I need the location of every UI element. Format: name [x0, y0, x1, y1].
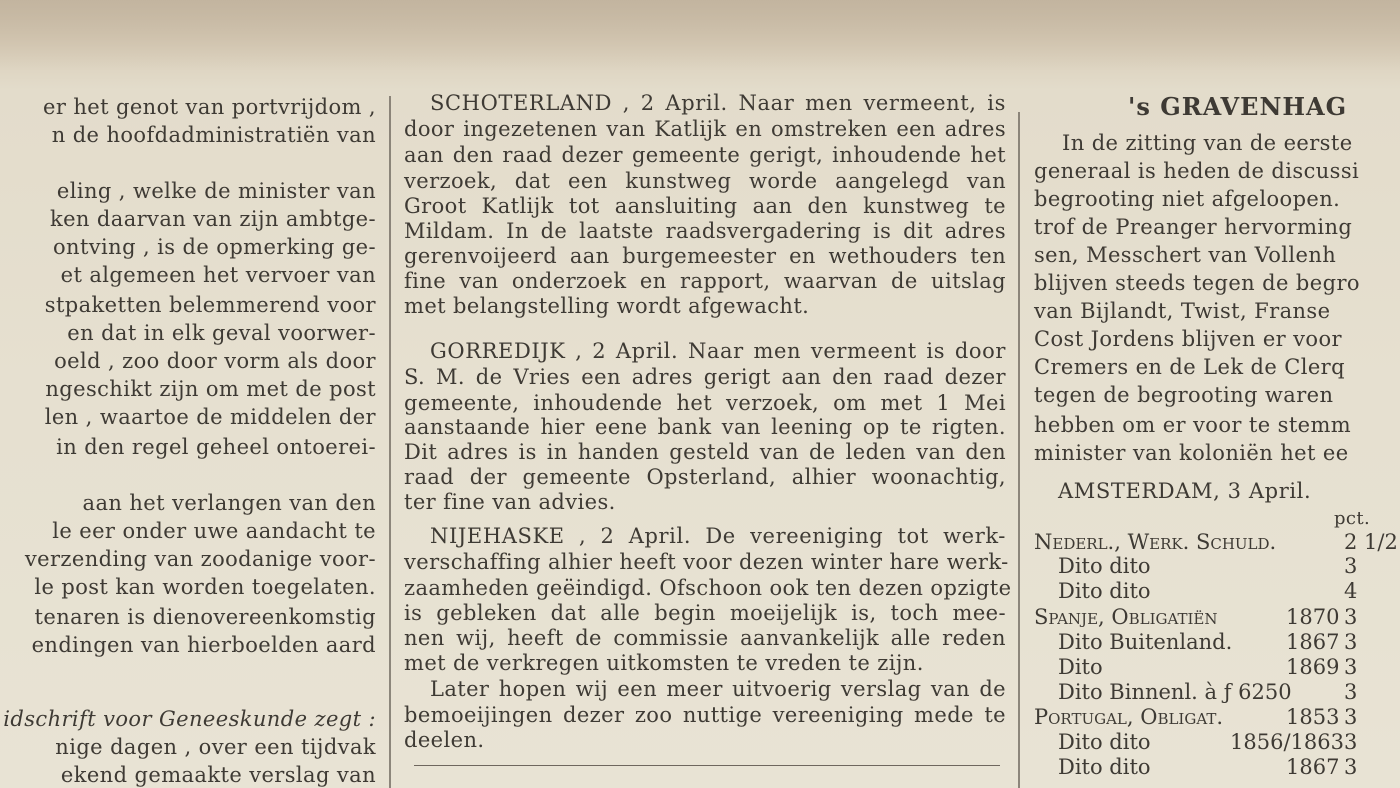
left-line: idschrift voor Geneeskunde zegt : — [3, 707, 376, 731]
bond-year: 1869 — [1286, 655, 1340, 679]
column-rule — [1018, 112, 1020, 788]
bond-name: Dito dito — [1058, 755, 1151, 779]
bond-pct: 3 — [1344, 630, 1358, 654]
section-heading: 's GRAVENHAG — [1128, 92, 1348, 121]
left-line: nige dagen , over een tijdvak — [55, 735, 376, 759]
left-line: endingen van hierboelden aard — [31, 633, 376, 657]
right-line: hebben om er voor te stemm — [1034, 413, 1352, 437]
article-line: verschaffing alhier heeft voor dezen winter hare werk- — [404, 550, 1009, 574]
bond-name: Dito — [1058, 655, 1103, 679]
right-line: van Bijlandt, Twist, Franse — [1034, 299, 1331, 323]
bond-pct: 2 1/2 — [1344, 530, 1398, 554]
article-line: NIJEHASKE , 2 April. De vereeniging tot werk- — [430, 524, 1006, 548]
article-line: fine van onderzoek en rapport, waarvan de uitslag — [404, 269, 1006, 293]
bond-name: Dito Buitenland. — [1058, 630, 1233, 654]
right-line: minister van koloniën het ee — [1034, 441, 1349, 465]
article-line: door ingezetenen van Katlijk en omstreken een adres — [404, 117, 1006, 141]
left-line: ekend gemaakte verslag van — [60, 763, 376, 787]
bond-year: 1856/1863 — [1230, 730, 1344, 754]
bond-year: 1867 — [1286, 630, 1340, 654]
article-line: met de verkregen uitkomsten te vreden te zijn. — [404, 651, 924, 675]
left-line: le eer onder uwe aandacht te — [52, 519, 376, 543]
left-line: eling , welke de minister van — [56, 179, 376, 203]
left-line: len , waartoe de middelen der — [44, 405, 376, 429]
bond-name: Dito Binnenl. à ƒ 6250 — [1058, 680, 1292, 704]
bond-year: 1870 — [1286, 605, 1340, 629]
right-line: blijven steeds tegen de begro — [1034, 271, 1360, 295]
article-line: aanstaande hier eene bank van leening op te rigten. — [404, 415, 1006, 439]
left-line: er het genot van portvrijdom , — [43, 95, 376, 119]
left-line: oeld , zoo door vorm als door — [54, 349, 376, 373]
article-line: bemoeijingen dezer zoo nuttige vereeniging mede te — [404, 703, 1006, 727]
pct-label: pct. — [1334, 508, 1371, 529]
right-line: Cost Jordens blijven er voor — [1034, 327, 1342, 351]
right-line: generaal is heden de discussi — [1034, 159, 1360, 183]
bond-pct: 3 — [1344, 655, 1358, 679]
article-line: nen wij, heeft de commissie aanvankelijk alle reden — [404, 626, 1006, 650]
bond-name: Dito dito — [1058, 554, 1151, 578]
article-line: ter fine van advies. — [404, 490, 616, 514]
article-line: deelen. — [404, 728, 485, 752]
article-line: Dit adres is in handen gesteld van de leden van den — [404, 440, 1006, 464]
market-heading: AMSTERDAM, 3 April. — [1058, 479, 1312, 503]
bond-name: Nederl., Werk. Schuld. — [1034, 530, 1277, 554]
left-line: ngeschikt zijn om met de post — [45, 377, 376, 401]
left-line: le post kan worden toegelaten. — [34, 575, 376, 599]
article-line: raad der gemeente Opsterland, alhier woonachtig, — [404, 465, 1006, 489]
article-separator — [414, 765, 1000, 766]
left-line: n de hoofdadministratiën van — [51, 123, 376, 147]
bond-pct: 3 — [1344, 605, 1358, 629]
bond-pct: 3 — [1344, 680, 1358, 704]
article-line: is gebleken dat alle begin moeijelijk is, toch mee- — [404, 601, 1006, 625]
bond-pct: 3 — [1344, 755, 1358, 779]
left-line: verzending van zoodanige voor- — [24, 547, 376, 571]
bond-name: Dito dito — [1058, 730, 1151, 754]
bond-pct: 3 — [1344, 705, 1358, 729]
article-line: aan den raad dezer gemeente gerigt, inhoudende het — [404, 143, 1006, 167]
article-line: gemeente, inhoudende het verzoek, om met 1 Mei — [404, 391, 1006, 415]
right-column — [1024, 0, 1400, 788]
bond-name: Dito dito — [1058, 579, 1151, 603]
left-line: aan het verlangen van den — [82, 491, 376, 515]
column-rule — [389, 96, 391, 788]
left-line: stpaketten belemmerend voor — [44, 293, 376, 317]
left-line: in den regel geheel ontoerei- — [56, 435, 376, 459]
left-line: et algemeen het vervoer van — [60, 263, 376, 287]
article-line: GORREDIJK , 2 April. Naar men vermeent is door — [430, 339, 1006, 363]
article-line: gerenvoijeerd aan burgemeester en wethouders ten — [404, 244, 1006, 268]
article-line: Later hopen wij een meer uitvoerig verslag van de — [430, 677, 1006, 701]
article-line: verzoek, dat een kunstweg worde aangelegd van — [404, 169, 1006, 193]
right-line: trof de Preanger hervorming — [1034, 215, 1353, 239]
bond-name: Portugal, Obligat. — [1034, 705, 1224, 729]
right-line: tegen de begrooting waren — [1034, 383, 1334, 407]
bond-name: Spanje, Obligatiën — [1034, 605, 1218, 629]
bond-pct: 3 — [1344, 730, 1358, 754]
bond-year: 1853 — [1286, 705, 1340, 729]
right-line: begrooting niet afgeloopen. — [1034, 187, 1341, 211]
bond-pct: 4 — [1344, 579, 1358, 603]
left-line: tenaren is dienovereenkomstig — [34, 605, 376, 629]
left-line: ontving , is de opmerking ge- — [52, 235, 376, 259]
article-line: S. M. de Vries een adres gerigt aan den raad dezer — [404, 365, 1006, 389]
article-line: zaamheden geëindigd. Ofschoon ook ten dezen opzigte — [404, 576, 1012, 600]
article-line: SCHOTERLAND , 2 April. Naar men vermeent, is — [430, 91, 1006, 115]
left-line: en dat in elk geval voorwer- — [67, 321, 376, 345]
middle-column — [396, 0, 1014, 788]
bond-year: 1867 — [1286, 755, 1340, 779]
article-line: met belangstelling wordt afgewacht. — [404, 294, 810, 318]
bond-pct: 3 — [1344, 554, 1358, 578]
article-line: Mildam. In de laatste raadsvergadering is dit adres — [404, 219, 1006, 243]
article-line: Groot Katlijk tot aansluiting aan den kunstweg te — [404, 194, 1006, 218]
left-column — [0, 0, 384, 788]
right-line: Cremers en de Lek de Clerq — [1034, 355, 1345, 379]
left-line: ken daarvan van zijn ambtge- — [49, 207, 376, 231]
right-line: In de zitting van de eerste — [1062, 131, 1353, 155]
right-line: sen, Messchert van Vollenh — [1034, 243, 1337, 267]
